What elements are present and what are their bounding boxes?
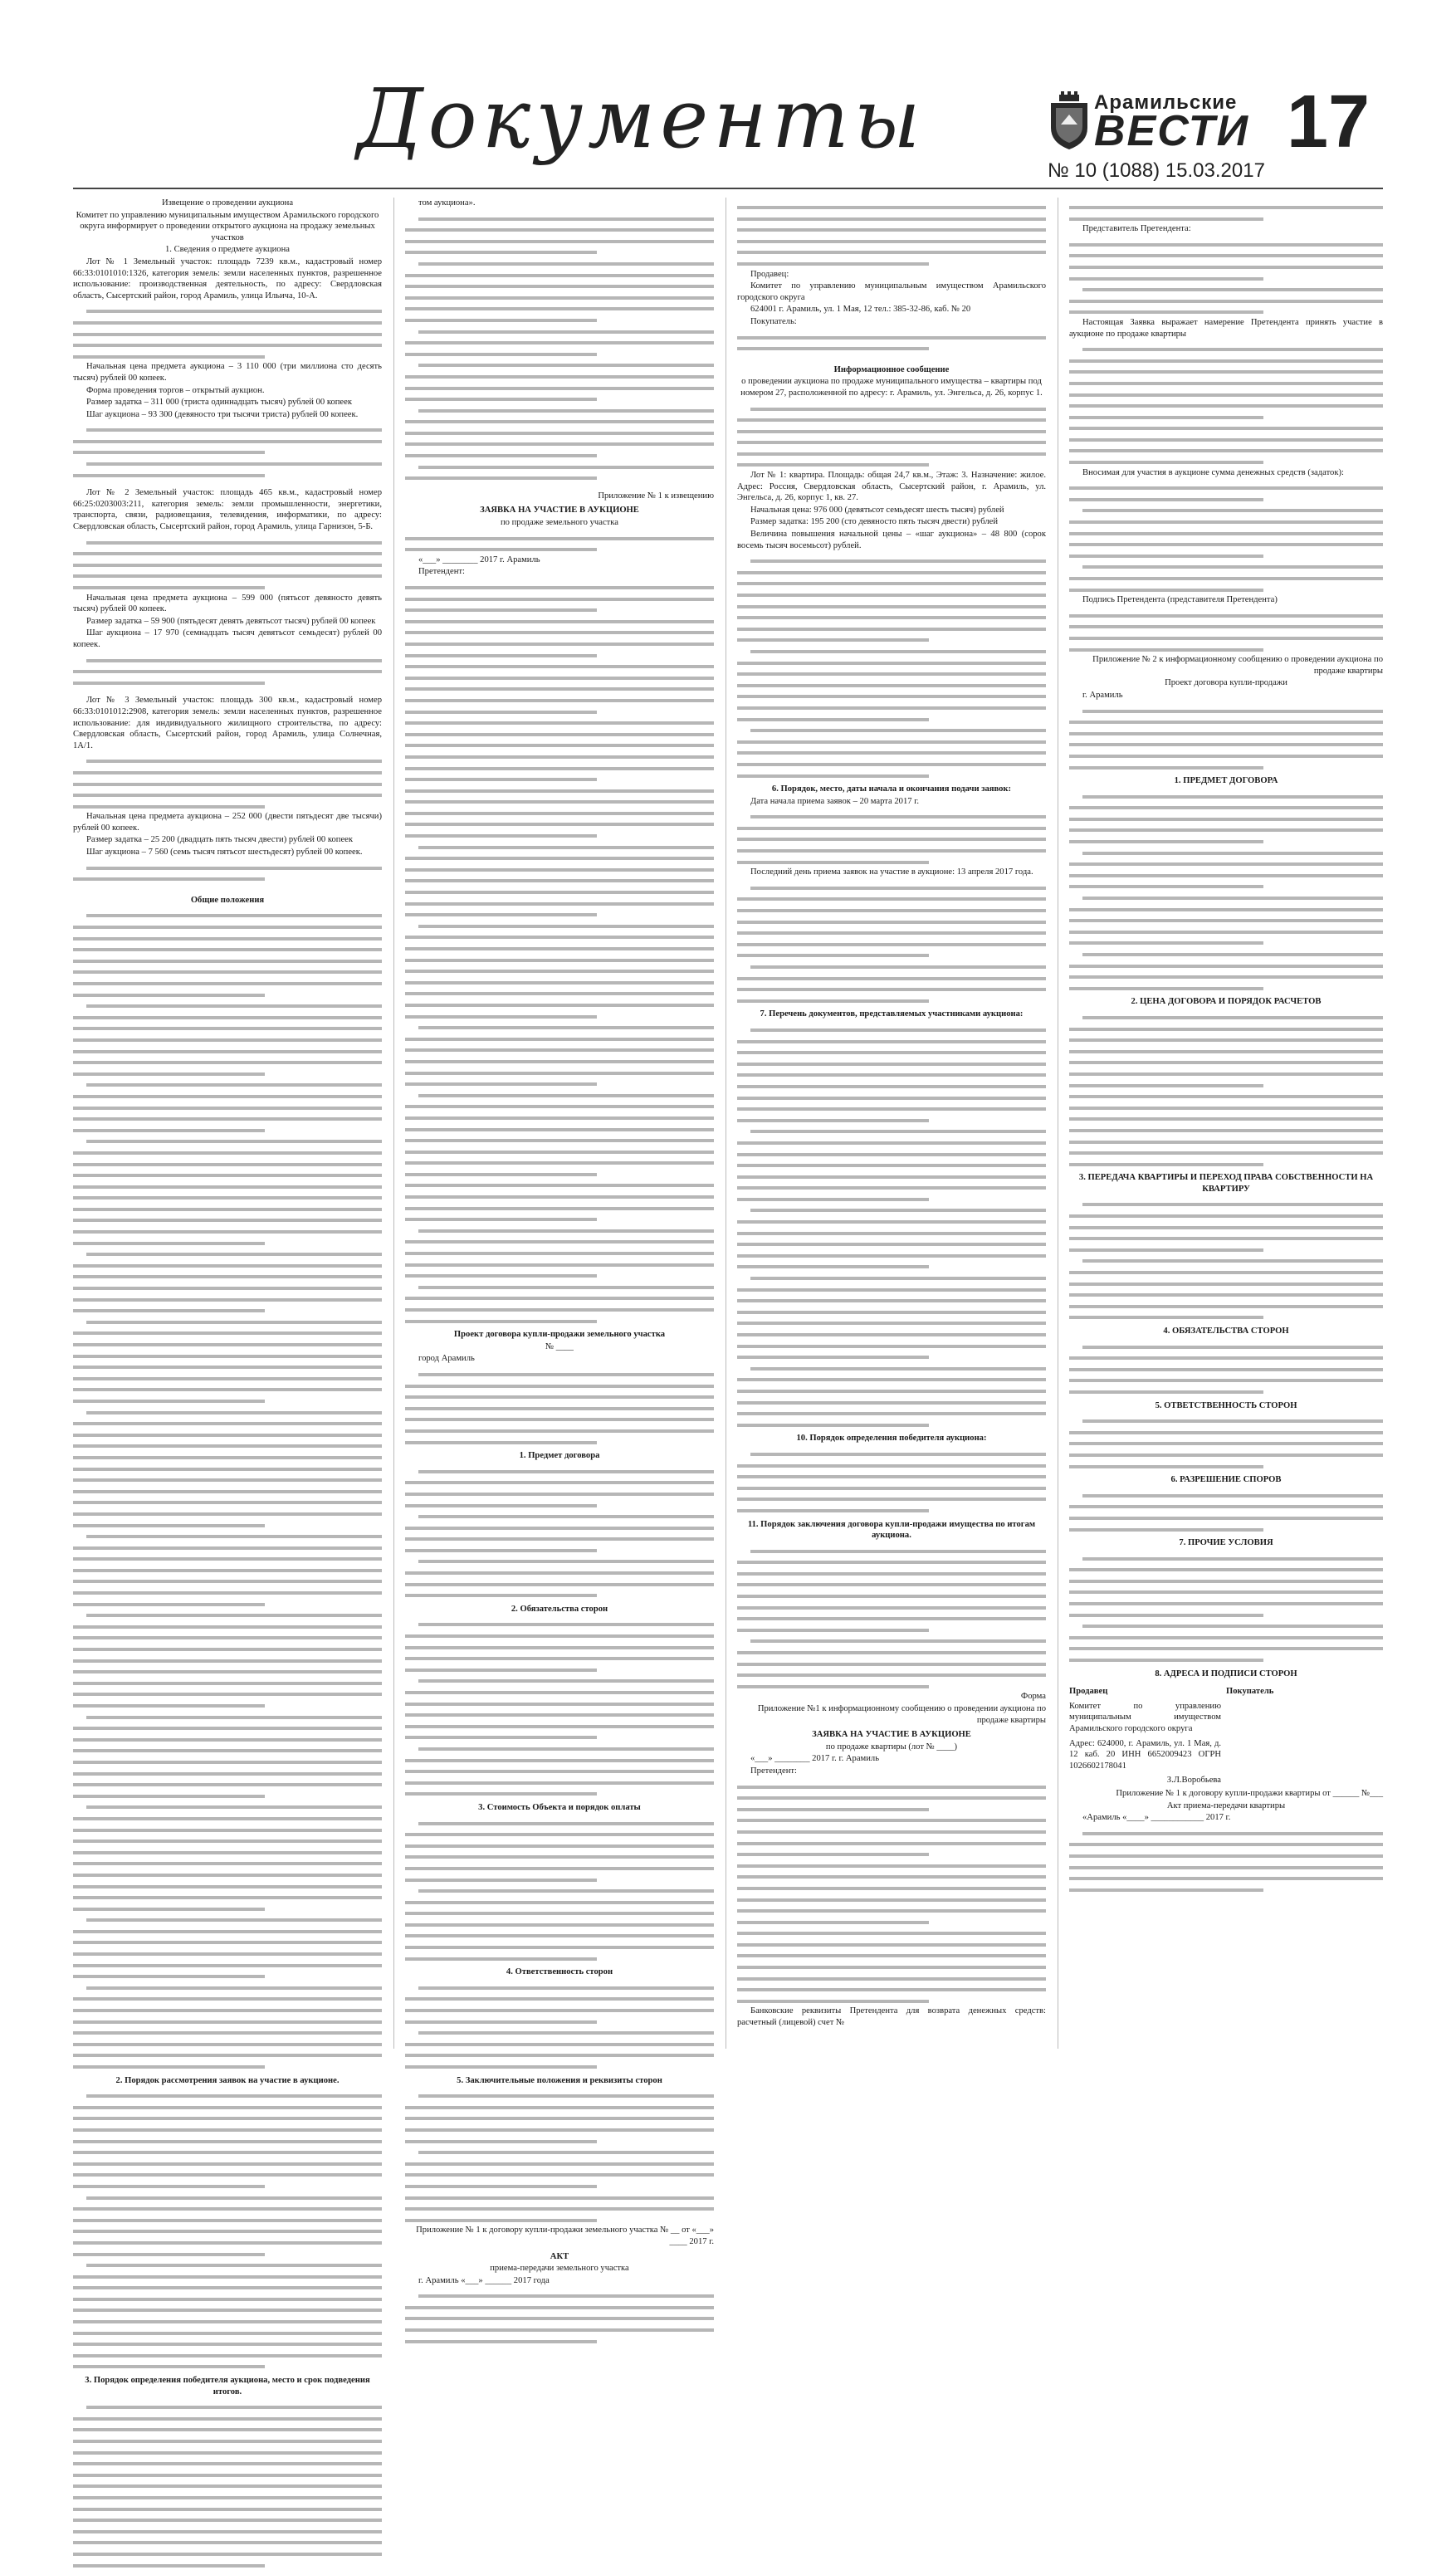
masthead [0, 0, 1456, 191]
lot-2-description: Лот № 2 Земельный участок: площадь 465 кв.м., кадастровый номер 66:25:0203003:211, категория земель: земли промышленности, энергетики, транспорта, связи, радиовещания, телевидения, информатики, по адресу: Свердловская область, Сысертский район, город Арамиль, улица Гарнизон, 5-Б. [73, 488, 382, 532]
signature-label: Подпись Претендента (представителя Претендента) [1082, 595, 1278, 605]
text-block [405, 1465, 714, 1600]
signatures-table [1069, 1684, 1383, 1788]
applicant-label: Претендент: [750, 1766, 797, 1776]
column-3 [737, 198, 1046, 2049]
text-block [1069, 1341, 1383, 1397]
lot-1-step: Шаг аукциона – 93 300 (девяносто три тысячи триста) рублей 00 копеек. [86, 409, 359, 419]
text-block [405, 1817, 714, 1964]
application-date: «___» ________ 2017 г. г. Арамиль [750, 1754, 880, 1764]
text-block [1069, 790, 1383, 994]
buyer-cell [1226, 1773, 1383, 1788]
section-heading: 2. Порядок рассмотрения заявок на участие в аукционе. [115, 2075, 340, 2085]
lot-3-step: Шаг аукциона – 7 560 (семь тысяч пятьсот шестьдесят) рублей 00 копеек. [86, 848, 363, 857]
text-line: том аукциона». [418, 198, 476, 208]
text-block [73, 536, 382, 593]
text-block [1069, 1827, 1383, 1895]
city-line: город Арамиль [418, 1354, 475, 1364]
committee-name: Комитет по управлению муниципальным имуществом Арамильского городского округа [737, 281, 1046, 302]
section-heading: 1. Сведения о предмете аукциона [165, 245, 290, 255]
info-title: Информационное сообщение [833, 364, 950, 374]
form-fields [1069, 238, 1383, 317]
text-block [405, 1368, 714, 1447]
section-heading: 4. ОБЯЗАТЕЛЬСТВА СТОРОН [1163, 1327, 1289, 1336]
header-rule [73, 188, 1383, 189]
buyer-cell [1226, 1737, 1383, 1774]
text-block [737, 1024, 1046, 1429]
column-2 [405, 198, 714, 2285]
text-block [73, 909, 382, 2071]
logo-title-bottom: ВЕСТИ [1094, 107, 1249, 155]
column-1 [73, 198, 382, 2397]
section-heading: 5. ОТВЕТСТВЕННОСТЬ СТОРОН [1155, 1400, 1297, 1410]
form-label: Форма [1020, 1692, 1046, 1702]
section-heading: 4. Ответственность сторон [506, 1967, 613, 1977]
lot-1-deposit: Размер задатка – 311 000 (триста одиннадцать тысяч) рублей 00 копеек [86, 398, 352, 408]
text-block [737, 1545, 1046, 1692]
text-block [405, 1618, 714, 1799]
section-heading: 2. Обязательства сторон [511, 1604, 608, 1614]
lot-3-description: Лот № 3 Земельный участок: площадь 300 кв.м., кадастровый номер 66:33:0101012:2908, категория земель: земли населенных пунктов, разрешенное использование: для индивидуального жилищного строительства, по адресу: Свердловская область, Сысертский район, город Арамиль, улица Солнечная, 1А/1. [73, 696, 382, 750]
end-date: Последний день приема заявок на участие в аукционе: 13 апреля 2017 года. [750, 867, 1033, 877]
section-heading: 7. Перечень документов, представляемых участниками аукциона: [760, 1009, 1024, 1019]
act-title: АКТ [550, 2251, 569, 2261]
crest-icon [1048, 91, 1091, 151]
form-fields [737, 1781, 1046, 2006]
appendix-label: Приложение № 1 к извещению [598, 491, 714, 501]
start-date: Дата начала приема заявок – 20 марта 2017 г. [750, 796, 919, 806]
deposit-sum-label: Вносимая для участия в аукционе сумма денежных средств (задаток): [1082, 467, 1344, 477]
notice-title: Извещение о проведении аукциона [161, 198, 294, 208]
text-block [737, 810, 1046, 867]
form-fields [737, 331, 1046, 361]
applicant-representative: Представитель Претендента: [1082, 224, 1191, 234]
appendix-label: Приложение № 1 к договору купли-продажи земельного участка № __ от «___» ____ 2017 г. [416, 2226, 714, 2246]
notice-subtitle: Комитет по управлению муниципальным имуществом Арамильского городского округа информирует о проведении открытого аукциона на продажу земельных участков [76, 210, 379, 242]
text-block [1069, 1414, 1383, 1471]
logo-title-top: Арамильские [1094, 91, 1238, 114]
buyer-cell [1226, 1699, 1383, 1737]
text-block [405, 532, 714, 555]
issue-info: № 10 (1088) 15.03.2017 [1048, 159, 1265, 182]
application-statement: Настоящая Заявка выражает намерение Претендента принять участие в аукционе по продаже квартиры [1069, 317, 1383, 339]
section-title: Документы [357, 72, 926, 167]
lot-3-deposit: Размер задатка – 25 200 (двадцать пять тысяч двести) рублей 00 копеек [86, 835, 353, 845]
text-block [73, 654, 382, 696]
form-fields [1069, 609, 1383, 654]
lot-price: Начальная цена: 976 000 (девятьсот семьдесят шесть тысяч) рублей [750, 505, 1004, 515]
act-date: «Арамиль «____» ____________ 2017 г. [1082, 1813, 1231, 1823]
seller-heading: Продавец [1069, 1687, 1108, 1697]
text-block [1069, 1011, 1383, 1169]
application-date: «___» ________ 2017 г. Арамиль [418, 555, 540, 564]
text-block [73, 423, 382, 487]
lot-1-price: Начальная цена предмета аукциона – 3 110 000 (три миллиона сто десять тысяч) рублей 00 копеек. [73, 362, 382, 383]
section-heading: 6. РАЗРЕШЕНИЕ СПОРОВ [1170, 1475, 1282, 1485]
text-block [73, 2401, 382, 2570]
city-line: г. Арамиль [1082, 690, 1123, 700]
section-heading: 3. Стоимость Объекта и порядок оплаты [478, 1802, 641, 1812]
form-fields [737, 201, 1046, 269]
text-block [405, 1981, 714, 2072]
section-heading: 1. Предмет договора [519, 1451, 600, 1461]
text-block [405, 2289, 714, 2346]
lot-description: Лот № 1: квартира. Площадь: общая 24,7 кв.м., Этаж: 3. Назначение: жилое. Адрес: Россия, Свердловская область, Сысертский район, г. Арамиль, ул. Энгельса, д. 26, корпус 1, кв. 27. [737, 471, 1046, 503]
application-subtitle: по продаже земельного участка [501, 518, 618, 528]
info-subtitle: о проведении аукциона по продаже муниципального имущества – квартиры под номером 27, расположенной по адресу: г. Арамиль, ул. Энгельса, д. 26, корпус 1. [740, 377, 1043, 398]
section-heading: 2. ЦЕНА ДОГОВОРА И ПОРЯДОК РАСЧЕТОВ [1131, 997, 1322, 1007]
text-block [1069, 343, 1383, 467]
article-body [73, 198, 1383, 2397]
form-fields [405, 581, 714, 1326]
section-heading: 6. Порядок, место, даты начала и окончания подачи заявок: [771, 784, 1012, 794]
bank-details: Банковские реквизиты Претендента для возврата денежных средств: расчетный (лицевой) счет № [737, 2006, 1046, 2028]
lot-2-price: Начальная цена предмета аукциона – 599 000 (пятьсот девяносто девять тысяч) рублей 00 копеек. [73, 593, 382, 614]
act-date: г. Арамиль «___» ______ 2017 года [418, 2275, 550, 2285]
lot-step: Величина повышения начальной цены – «шаг аукциона» – 48 800 (сорок восемь тысяч восемьсот) рублей. [737, 530, 1046, 550]
newspaper-logo [1048, 91, 1257, 155]
text-block [1069, 1489, 1383, 1534]
lot-2-deposit: Размер задатка – 59 900 (пятьдесят девять девятьсот тысяч) рублей 00 копеек [86, 616, 376, 626]
seller-label: Продавец: [750, 269, 789, 279]
lot-1-description: Лот № 1 Земельный участок: площадь 7239 кв.м., кадастровый номер 66:33:0101010:1326, категория земель: земли населенных пунктов, разрешенное использование: производственная деятельность, по адресу: Свердловская область, Сысертский район, город Арамиль, улица Ильича, 10-А. [73, 257, 382, 300]
application-subtitle: по продаже квартиры (лот № ____) [825, 1742, 958, 1752]
text-block [1069, 705, 1383, 773]
section-heading: 7. ПРОЧИЕ УСЛОВИЯ [1179, 1538, 1273, 1548]
page-number: 17 [1287, 81, 1370, 164]
section-heading: 11. Порядок заключения договора купли-продажи имущества по итогам аукциона. [747, 1519, 1036, 1541]
text-block [73, 862, 382, 892]
buyer-heading: Покупатель [1226, 1687, 1274, 1697]
section-heading: 1. ПРЕДМЕТ ДОГОВОРА [1174, 776, 1278, 786]
text-block [405, 213, 714, 491]
applicant-label: Претендент: [418, 567, 465, 577]
agreement-title: Проект договора купли-продажи [1165, 678, 1287, 688]
lot-deposit: Размер задатка: 195 200 (сто девяносто пять тысяч двести) рублей [750, 517, 999, 527]
column-divider [393, 198, 394, 2049]
text-block [737, 1448, 1046, 1516]
section-heading: 3. Порядок определения победителя аукциона, место и срок подведения итогов. [85, 2376, 370, 2397]
agreement-title: Проект договора купли-продажи земельного участка [453, 1330, 666, 1340]
text-block [405, 2089, 714, 2225]
form-fields [1069, 201, 1383, 223]
appendix-label: Приложение №1 к информационному сообщению о проведении аукциона по продаже квартиры [757, 1704, 1046, 1725]
act-subtitle: приема-передачи земельного участка [490, 2264, 629, 2274]
section-heading: 10. Порядок определения победителя аукциона: [796, 1434, 987, 1444]
text-block [73, 755, 382, 811]
text-block [737, 882, 1046, 1006]
committee-address: 624001 г. Арамиль, ул. 1 Мая, 12 тел.: 385-32-86, каб. № 20 [750, 305, 971, 315]
section-heading: Общие положения [190, 895, 265, 905]
column-4 [1069, 198, 1383, 2049]
lot-2-step: Шаг аукциона – 17 970 (семнадцать тысяч девятьсот семьдесят) рублей 00 копеек. [73, 628, 382, 649]
section-heading: 5. Заключительные положения и реквизиты сторон [457, 2075, 662, 2085]
seller-address: Адрес: 624000, г. Арамиль, ул. 1 Мая, д. 12 каб. 20 ИНН 6652009423 ОГРН 1026602178041 [1069, 1738, 1221, 1771]
text-block [1069, 1552, 1383, 1665]
appendix-label: Приложение № 1 к договору купли-продажи квартиры от ______ №___ [1116, 1788, 1383, 1798]
text-block [737, 403, 1046, 471]
appendix-label: Приложение № 2 к информационному сообщению о проведении аукциона по продаже квартиры [1092, 655, 1383, 676]
section-heading: 8. АДРЕСА И ПОДПИСИ СТОРОН [1155, 1669, 1297, 1678]
text-block [1069, 1198, 1383, 1322]
section-heading: 3. ПЕРЕДАЧА КВАРТИРЫ И ПЕРЕХОД ПРАВА СОБСТВЕННОСТИ НА КВАРТИРУ [1078, 1173, 1374, 1194]
seller-name: Комитет по управлению муниципальным имуществом Арамильского городского округа [1069, 1701, 1221, 1733]
lot-1-form: Форма проведения торгов – открытый аукцион. [86, 385, 265, 395]
buyer-label: Покупатель: [750, 316, 797, 326]
text-block [73, 305, 382, 361]
lot-3-price: Начальная цена предмета аукциона – 252 000 (двести пятьдесят две тысячи) рублей 00 копеек. [73, 812, 382, 833]
agreement-number: № ____ [545, 1341, 574, 1351]
application-title: ЗАЯВКА НА УЧАСТИЕ В АУКЦИОНЕ [480, 506, 639, 515]
application-title: ЗАЯВКА НА УЧАСТИЕ В АУКЦИОНЕ [812, 1730, 971, 1740]
text-block [737, 555, 1046, 780]
seller-signature: З.Л.Воробьева [1166, 1776, 1221, 1786]
text-block [73, 2089, 382, 2372]
act-title: Акт приема-передачи квартиры [1166, 1800, 1286, 1810]
text-block [1069, 481, 1383, 594]
